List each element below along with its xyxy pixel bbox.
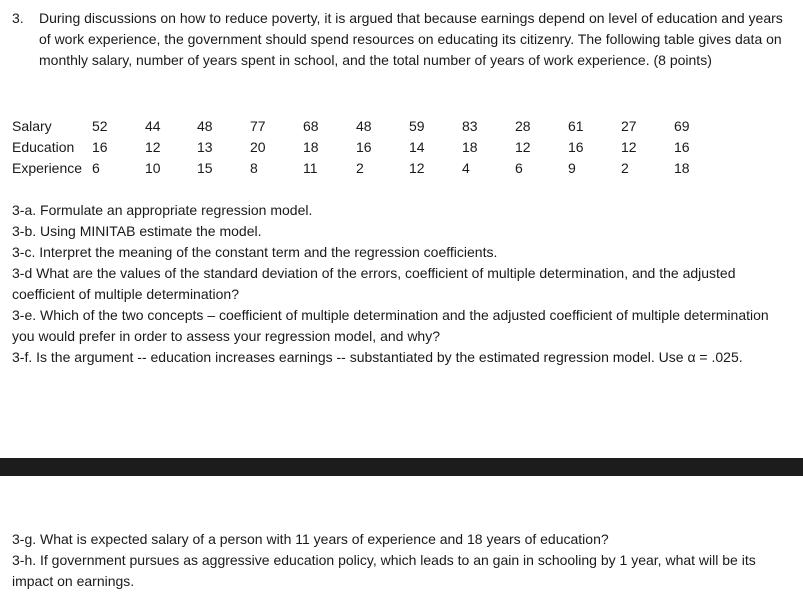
table-cell: 16 xyxy=(568,139,584,155)
table-cell: 9 xyxy=(568,160,576,176)
question-number: 3. xyxy=(12,10,24,26)
table-cell: 4 xyxy=(462,160,470,176)
table-cell: 48 xyxy=(356,118,372,134)
table-cell: 68 xyxy=(303,118,319,134)
table-cell: 77 xyxy=(250,118,266,134)
table-cell: 20 xyxy=(250,139,266,155)
table-cell: 10 xyxy=(145,160,161,176)
table-cell: 12 xyxy=(621,139,637,155)
table-cell: 16 xyxy=(92,139,108,155)
table-cell: 69 xyxy=(674,118,690,134)
table-cell: 52 xyxy=(92,118,108,134)
table-cell: 6 xyxy=(515,160,523,176)
table-cell: 15 xyxy=(197,160,213,176)
table-cell: 28 xyxy=(515,118,531,134)
table-cell: 2 xyxy=(621,160,629,176)
subquestion-3e: 3-e. Which of the two concepts – coefficient of multiple determination and the adjusted coefficient of multiple determination you would prefer in order to assess your regression model, and why? xyxy=(12,307,769,344)
table-cell: 6 xyxy=(92,160,100,176)
row-label: Experience xyxy=(12,160,83,176)
subquestion-3b: 3-b. Using MINITAB estimate the model. xyxy=(12,223,262,239)
table-cell: 18 xyxy=(303,139,319,155)
question-3 xyxy=(12,8,792,71)
redaction-bar xyxy=(0,458,803,476)
table-cell: 14 xyxy=(409,139,425,155)
table-cell: 18 xyxy=(462,139,478,155)
table-cell: 59 xyxy=(409,118,425,134)
table-cell: 2 xyxy=(356,160,364,176)
table-cell: 12 xyxy=(515,139,531,155)
row-label: Salary xyxy=(12,118,52,134)
subquestion-3g: 3-g. What is expected salary of a person with 11 years of experience and 18 years of education? xyxy=(12,531,609,547)
table-cell: 44 xyxy=(145,118,161,134)
table-cell: 16 xyxy=(356,139,372,155)
subquestion-list xyxy=(12,200,790,368)
subquestion-list-continued xyxy=(12,529,790,592)
subquestion-3a: 3-a. Formulate an appropriate regression model. xyxy=(12,202,313,218)
subquestion-3h: 3-h. If government pursues as aggressive education policy, which leads to an gain in schooling by 1 year, what will be its impact on earnings. xyxy=(12,552,756,589)
table-cell: 12 xyxy=(409,160,425,176)
table-cell: 27 xyxy=(621,118,637,134)
subquestion-3c: 3-c. Interpret the meaning of the constant term and the regression coefficients. xyxy=(12,244,498,260)
table-cell: 16 xyxy=(674,139,690,155)
subquestion-3f: 3-f. Is the argument -- education increases earnings -- substantiated by the estimated regression model. Use α = .025. xyxy=(12,349,743,365)
table-cell: 13 xyxy=(197,139,213,155)
table-cell: 18 xyxy=(674,160,690,176)
table-cell: 11 xyxy=(303,160,318,176)
table-cell: 48 xyxy=(197,118,213,134)
table-cell: 61 xyxy=(568,118,584,134)
question-text: During discussions on how to reduce poverty, it is argued that because earnings depend on level of education and years of work experience, the government should spend resources on educating its citizenry. The following table gives data on monthly salary, number of years spent in school, and the total number of years of work experience. (8 points) xyxy=(39,10,783,68)
table-cell: 83 xyxy=(462,118,478,134)
table-cell: 12 xyxy=(145,139,161,155)
subquestion-3d: 3-d What are the values of the standard deviation of the errors, coefficient of multiple determination, and the adjusted coefficient of multiple determination? xyxy=(12,265,736,302)
table-cell: 8 xyxy=(250,160,258,176)
row-label: Education xyxy=(12,139,75,155)
